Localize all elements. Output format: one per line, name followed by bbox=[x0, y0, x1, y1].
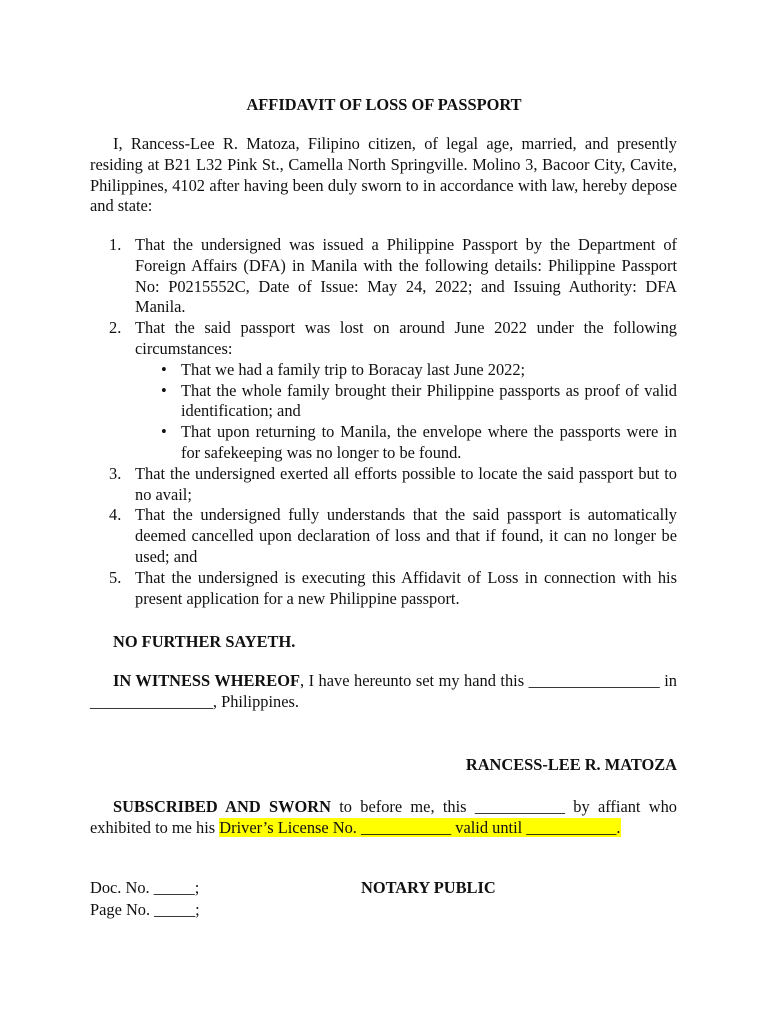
witness-paragraph bbox=[90, 671, 677, 713]
bullet-icon: • bbox=[161, 422, 167, 442]
statement-item bbox=[109, 463, 677, 506]
item-text: That the undersigned is executing this Affidavit of Loss in connection with his present application for a new Philippine passport. bbox=[135, 567, 677, 608]
statement-item bbox=[109, 567, 677, 610]
statement-item bbox=[109, 235, 677, 318]
circumstance-item bbox=[161, 359, 677, 381]
statement-item bbox=[109, 318, 677, 464]
doc-number: Doc. No. _____; bbox=[90, 878, 200, 897]
witness-text: , I have hereunto set my hand this ________________ in _______________, Philippines. bbox=[90, 671, 678, 711]
document-title: AFFIDAVIT OF LOSS OF PASSPORT bbox=[246, 95, 522, 114]
affiant-name: RANCESS-LEE R. MATOZA bbox=[465, 755, 677, 774]
item-text: That the undersigned was issued a Philippine Passport by the Department of Foreign Affairs (DFA) in Manila with the following details: Philippine Passport No: P0215552C, Date of Issue: May 24, 2022; and Issuing Authority: DFA Manila. bbox=[135, 235, 677, 317]
page-number: Page No. _____; bbox=[90, 900, 200, 919]
item-text: That the said passport was lost on around June 2022 under the following circumstances: bbox=[135, 318, 677, 358]
statement-list bbox=[90, 235, 677, 609]
circumstance-text: That upon returning to Manila, the envelope where the passports were in for safekeeping was no longer to be found. bbox=[181, 422, 677, 462]
circumstance-text: That the whole family brought their Philippine passports as proof of valid identification; and bbox=[181, 380, 677, 421]
item-number: 2. bbox=[109, 318, 122, 338]
intro-paragraph: I, Rancess-Lee R. Matoza, Filipino citizen, of legal age, married, and presently residing at B21 L32 Pink St., Camella North Springville. Molino 3, Bacoor City, Cavite, Philippines, 4102 after having been duly sworn to in accordance with law, hereby depose and state: bbox=[90, 134, 677, 216]
jurat-paragraph bbox=[90, 797, 677, 839]
jurat-text: to before me, this ___________ by affiant who exhibited to me his bbox=[90, 797, 677, 837]
witness-heading: IN WITNESS WHEREOF bbox=[113, 671, 300, 690]
bullet-icon: • bbox=[161, 359, 167, 379]
item-number: 4. bbox=[109, 505, 122, 525]
bullet-icon: • bbox=[161, 380, 167, 400]
highlighted-id-text: Driver’s License No. ___________ valid until ___________. bbox=[219, 817, 621, 837]
circumstance-list bbox=[135, 360, 677, 464]
item-text: That the undersigned fully understands that the said passport is automatically deemed cancelled upon declaration of loss and that if found, it can no longer be used; and bbox=[135, 505, 677, 566]
item-number: 3. bbox=[109, 463, 122, 483]
circumstance-item bbox=[161, 422, 677, 464]
jurat-heading: SUBSCRIBED AND SWORN bbox=[113, 797, 331, 816]
item-number: 5. bbox=[109, 567, 122, 587]
statement-item bbox=[109, 505, 677, 567]
item-text: That the undersigned exerted all efforts possible to locate the said passport but to no avail; bbox=[135, 463, 677, 504]
circumstance-item bbox=[161, 380, 677, 423]
no-further-sayeth: NO FURTHER SAYETH. bbox=[113, 632, 296, 651]
notary-public-label: NOTARY PUBLIC bbox=[361, 878, 496, 897]
circumstance-text: That we had a family trip to Boracay last June 2022; bbox=[181, 359, 526, 379]
item-number: 1. bbox=[109, 235, 122, 254]
